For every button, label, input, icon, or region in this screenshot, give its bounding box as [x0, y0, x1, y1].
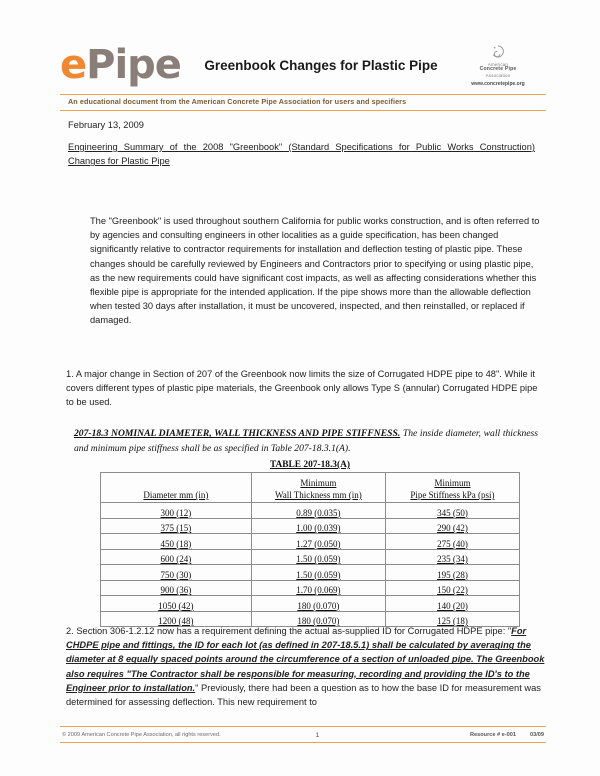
- pipe-specification-table: [100, 472, 520, 627]
- footer-resource-id: Resource # e-001: [469, 732, 516, 738]
- cell-diameter: 1200 (48): [101, 611, 252, 627]
- acpa-swoosh-icon: [450, 43, 546, 61]
- table-row: [101, 549, 520, 565]
- table-body: [101, 503, 520, 627]
- cell-diameter: 375 (15): [101, 518, 252, 534]
- table-row: [101, 518, 520, 534]
- spec-heading-text: The inside diameter, wall thickness and minimum pipe stiffness shall be as specified in Table 207-18.3.1(A).: [74, 428, 538, 454]
- cell-pipe-stiffness: 195 (28): [385, 565, 519, 581]
- cell-pipe-stiffness: 125 (18): [385, 611, 519, 627]
- table-header-cell: [385, 473, 519, 503]
- cell-diameter: 1050 (42): [101, 596, 252, 612]
- cell-wall-thickness: 1.00 (0.039): [251, 518, 385, 534]
- table-caption: TABLE 207-18.3(A): [269, 460, 351, 470]
- document-footer: [62, 729, 544, 741]
- footer-copyright: © 2009 American Concrete Pipe Association, all rights reserved.: [62, 732, 221, 738]
- cell-diameter: 900 (36): [101, 580, 252, 596]
- header-line-1: Minimum: [434, 478, 471, 488]
- footer-rule-top: [60, 726, 546, 727]
- header-line-2: Pipe Stiffness kPa (psi): [410, 490, 495, 500]
- footer-resource: [356, 732, 544, 738]
- epipe-logo-e: e: [60, 42, 87, 88]
- header-tagline: An educational document from the American Concrete Pipe Association for users and specifiers: [68, 97, 407, 106]
- cell-pipe-stiffness: 345 (50): [385, 503, 519, 519]
- page-title: Greenbook Changes for Plastic Pipe: [204, 57, 438, 73]
- cell-wall-thickness: 1.70 (0.069): [251, 580, 385, 596]
- footer-rule-bottom: [60, 742, 546, 743]
- cell-diameter: 750 (30): [101, 565, 252, 581]
- table-row: [101, 565, 520, 581]
- cell-pipe-stiffness: 150 (22): [385, 580, 519, 596]
- list-item-2: [66, 624, 546, 709]
- cell-wall-thickness: 180 (0.070): [251, 596, 385, 612]
- item2-quote-2: The Contractor shall be responsible for measuring, recording and providing the ID's to the Engineer prior to installation.: [66, 668, 530, 693]
- document-header: [60, 36, 546, 94]
- epipe-logo-pipe: Pipe: [86, 42, 181, 88]
- table-header-row: [101, 473, 520, 503]
- cell-pipe-stiffness: 140 (20): [385, 596, 519, 612]
- cell-pipe-stiffness: 290 (42): [385, 518, 519, 534]
- document-date: February 13, 2009: [68, 120, 144, 130]
- cell-wall-thickness: 1.27 (0.050): [251, 534, 385, 550]
- header-line-2: Wall Thickness mm (in): [274, 490, 362, 500]
- table-header-cell: [251, 473, 385, 503]
- item2-quote-1: For CHDPE pipe and fittings, the ID for each lot (as defined in 207-18.5.1) shall be calculated by averaging the diameter at 8 equally spaced points around the circumference of a section of unloaded pipe. The Greenbook also requires ": [66, 626, 545, 679]
- cell-wall-thickness: 0.89 (0.035): [251, 503, 385, 519]
- table-row: [101, 503, 520, 519]
- cell-wall-thickness: 1.50 (0.059): [251, 549, 385, 565]
- document-subject-title: Engineering Summary of the 2008 "Greenbook" (Standard Specifications for Public Works Construction) Changes for Plastic Pipe: [68, 142, 535, 166]
- cell-wall-thickness: 180 (0.070): [251, 611, 385, 627]
- table-header-cell: [101, 473, 252, 503]
- cell-wall-thickness: 1.50 (0.059): [251, 565, 385, 581]
- header-rule-bottom: [60, 110, 546, 111]
- acpa-name-line1: American: [487, 61, 509, 67]
- footer-page-number: 1: [315, 731, 320, 739]
- acpa-logo: [450, 43, 546, 88]
- item2-lead: 2. Section 306-1.2.12 now has a requirement defining the actual as-supplied ID for Corrugated HDPE pipe: ": [66, 626, 512, 637]
- cell-pipe-stiffness: 275 (40): [385, 534, 519, 550]
- epipe-logo: [60, 42, 190, 88]
- list-item-1: 1. A major change in Section of 207 of the Greenbook now limits the size of Corrugated HDPE pipe to 48". While it covers different types of plastic pipe materials, the Greenbook only allows Type S (annular) Corrugated HDPE pipe to be used.: [66, 369, 538, 408]
- cell-pipe-stiffness: 235 (34): [385, 549, 519, 565]
- intro-paragraph: The "Greenbook" is used throughout southern California for public works construction, and is often referred to by agencies and consulting engineers in other localities as a guide specification, has been changed significantly relative to contractor requirements for installation and deflection testing of plastic pipe. These changes should be carefully reviewed by Engineers and Contractors prior to specifying or using plastic pipe, as the new requirements could have significant cost impacts, as well as affecting considerations whether this flexible pipe is appropriate for the intended application. If the pipe shows more than the allowable deflection when tested 30 days after installation, it must be uncovered, inspected, and then reinstalled, or replaced if damaged.: [90, 216, 540, 325]
- item2-tail: " Previously, there had been a question as to how the base ID for measurement was determined for assessing deflection. This new requirement to: [66, 682, 541, 707]
- acpa-name: [450, 62, 546, 78]
- footer-revision-date: 03/09: [530, 732, 544, 738]
- acpa-name-line3: Association: [485, 72, 511, 78]
- cell-diameter: 600 (24): [101, 549, 252, 565]
- table-row: [101, 580, 520, 596]
- spec-section-207-18-3: [74, 427, 538, 456]
- header-line-1: Minimum: [300, 478, 337, 488]
- table-row: [101, 534, 520, 550]
- spec-heading: 207-18.3 NOMINAL DIAMETER, WALL THICKNESS AND PIPE STIFFNESS.: [74, 428, 401, 439]
- cell-diameter: 300 (12): [101, 503, 252, 519]
- header-line-2: Diameter mm (in): [143, 490, 209, 500]
- acpa-name-line2: Concrete Pipe: [479, 65, 517, 72]
- table-row: [101, 596, 520, 612]
- acpa-website-url[interactable]: www.concretepipe.org: [471, 80, 525, 87]
- cell-diameter: 450 (18): [101, 534, 252, 550]
